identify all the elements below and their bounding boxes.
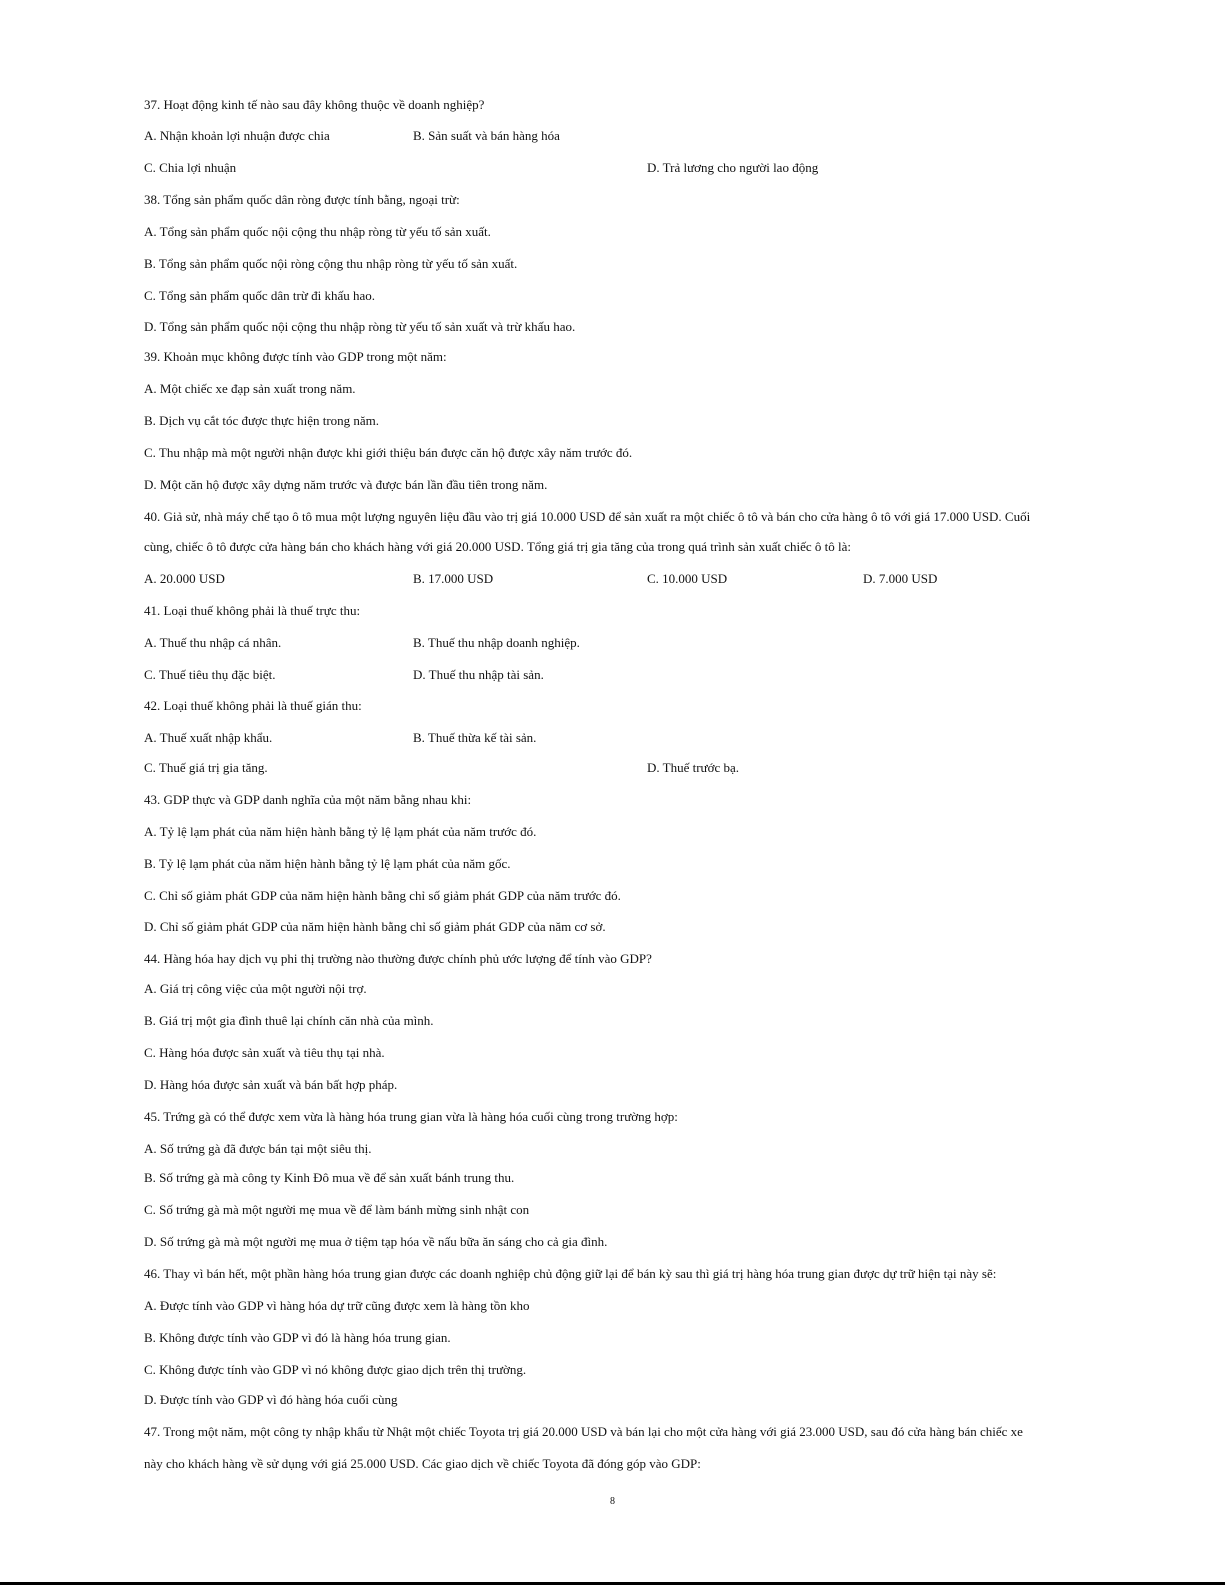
answer-37c: C. Chia lợi nhuận (144, 160, 237, 175)
question-46: 46. Thay vì bán hết, một phần hàng hóa trung gian được các doanh nghiệp chủ động giữ lại để bán kỳ sau thì giá trị hàng hóa trung gian được dự trữ hiện tại này sẽ: (144, 1266, 997, 1281)
answer-44c: C. Hàng hóa được sản xuất và tiêu thụ tại nhà. (144, 1045, 385, 1060)
question-47-line2: này cho khách hàng về sử dụng với giá 25.000 USD. Các giao dịch về chiếc Toyota đã đóng góp vào GDP: (144, 1456, 701, 1471)
answer-45a: A. Số trứng gà đã được bán tại một siêu thị. (144, 1141, 372, 1156)
answer-45c: C. Số trứng gà mà một người mẹ mua về để làm bánh mừng sinh nhật con (144, 1202, 530, 1217)
answer-46c: C. Không được tính vào GDP vì nó không được giao dịch trên thị trường. (144, 1362, 527, 1377)
question-40-line2: cùng, chiếc ô tô được cửa hàng bán cho khách hàng với giá 20.000 USD. Tổng giá trị gia tăng của trong quá trình sản xuất chiếc ô tô là: (144, 539, 852, 554)
answer-46a: A. Được tính vào GDP vì hàng hóa dự trữ cũng được xem là hàng tồn kho (144, 1298, 530, 1313)
question-47-line1: 47. Trong một năm, một công ty nhập khẩu từ Nhật một chiếc Toyota trị giá 20.000 USD và bán lại cho một cửa hàng với giá 23.000 USD, sau đó cửa hàng bán chiếc xe (144, 1424, 1023, 1439)
question-38: 38. Tổng sản phẩm quốc dân ròng được tính bằng, ngoại trừ: (144, 192, 460, 207)
answer-45b: B. Số trứng gà mà công ty Kinh Đô mua về để sản xuất bánh trung thu. (144, 1170, 515, 1185)
answer-40b: B. 17.000 USD (413, 571, 494, 586)
answer-37d: D. Trả lương cho người lao động (647, 160, 819, 175)
answer-45d: D. Số trứng gà mà một người mẹ mua ở tiệm tạp hóa về nấu bữa ăn sáng cho cả gia đình. (144, 1234, 608, 1249)
answer-38a: A. Tổng sản phẩm quốc nội cộng thu nhập ròng từ yếu tố sản xuất. (144, 224, 491, 239)
question-42: 42. Loại thuế không phải là thuế gián thu: (144, 698, 362, 713)
answer-39b: B. Dịch vụ cắt tóc được thực hiện trong năm. (144, 413, 380, 428)
question-44: 44. Hàng hóa hay dịch vụ phi thị trường nào thường được chính phủ ước lượng để tính vào GDP? (144, 951, 652, 966)
answer-39a: A. Một chiếc xe đạp sản xuất trong năm. (144, 381, 356, 396)
answer-38d: D. Tổng sản phẩm quốc nội cộng thu nhập ròng từ yếu tố sản xuất và trừ khấu hao. (144, 319, 576, 334)
answer-42c: C. Thuế giá trị gia tăng. (144, 760, 268, 775)
answer-42d: D. Thuế trước bạ. (647, 760, 740, 775)
answer-39d: D. Một căn hộ được xây dựng năm trước và được bán lần đầu tiên trong năm. (144, 477, 548, 492)
answer-42a: A. Thuế xuất nhập khẩu. (144, 730, 273, 745)
answer-43d: D. Chỉ số giảm phát GDP của năm hiện hành bằng chỉ số giảm phát GDP của năm cơ sở. (144, 919, 606, 934)
answer-37a: A. Nhận khoản lợi nhuận được chia (144, 128, 330, 143)
question-45: 45. Trứng gà có thể được xem vừa là hàng hóa trung gian vừa là hàng hóa cuối cùng trong trường hợp: (144, 1109, 678, 1124)
answer-44d: D. Hàng hóa được sản xuất và bán bất hợp pháp. (144, 1077, 398, 1092)
answer-42b: B. Thuế thừa kế tài sản. (413, 730, 537, 745)
page-number: 8 (610, 1496, 615, 1507)
question-41: 41. Loại thuế không phải là thuế trực thu: (144, 603, 361, 618)
answer-37b: B. Sản suất và bán hàng hóa (413, 128, 560, 143)
answer-38c: C. Tổng sản phẩm quốc dân trừ đi khấu hao. (144, 288, 376, 303)
answer-44b: B. Giá trị một gia đình thuê lại chính căn nhà của mình. (144, 1013, 434, 1028)
answer-40d: D. 7.000 USD (863, 571, 938, 586)
answer-40c: C. 10.000 USD (647, 571, 728, 586)
question-40-line1: 40. Giả sử, nhà máy chế tạo ô tô mua một lượng nguyên liệu đầu vào trị giá 10.000 USD để sản xuất ra một chiếc ô tô và bán cho cửa hàng ô tô với giá 17.000 USD. Cuối (144, 509, 1031, 524)
answer-39c: C. Thu nhập mà một người nhận được khi giới thiệu bán được căn hộ được xây năm trước đó. (144, 445, 633, 460)
answer-43b: B. Tỷ lệ lạm phát của năm hiện hành bằng tỷ lệ lạm phát của năm gốc. (144, 856, 511, 871)
answer-40a: A. 20.000 USD (144, 571, 225, 586)
answer-46d: D. Được tính vào GDP vì đó hàng hóa cuối cùng (144, 1392, 398, 1407)
answer-46b: B. Không được tính vào GDP vì đó là hàng hóa trung gian. (144, 1330, 451, 1345)
answer-41d: D. Thuế thu nhập tài sản. (413, 667, 544, 682)
answer-41c: C. Thuế tiêu thụ đặc biệt. (144, 667, 276, 682)
answer-44a: A. Giá trị công việc của một người nội trợ. (144, 981, 367, 996)
answer-43a: A. Tỷ lệ lạm phát của năm hiện hành bằng tỷ lệ lạm phát của năm trước đó. (144, 824, 537, 839)
answer-38b: B. Tổng sản phẩm quốc nội ròng cộng thu nhập ròng từ yếu tố sản xuất. (144, 256, 518, 271)
question-37: 37. Hoạt động kinh tế nào sau đây không thuộc về doanh nghiệp? (144, 97, 485, 112)
answer-41a: A. Thuế thu nhập cá nhân. (144, 635, 282, 650)
question-43: 43. GDP thực và GDP danh nghĩa của một năm bằng nhau khi: (144, 792, 472, 807)
answer-41b: B. Thuế thu nhập doanh nghiệp. (413, 635, 580, 650)
answer-43c: C. Chỉ số giảm phát GDP của năm hiện hành bằng chỉ số giảm phát GDP của năm trước đó. (144, 888, 621, 903)
question-39: 39. Khoản mục không được tính vào GDP trong một năm: (144, 349, 447, 364)
